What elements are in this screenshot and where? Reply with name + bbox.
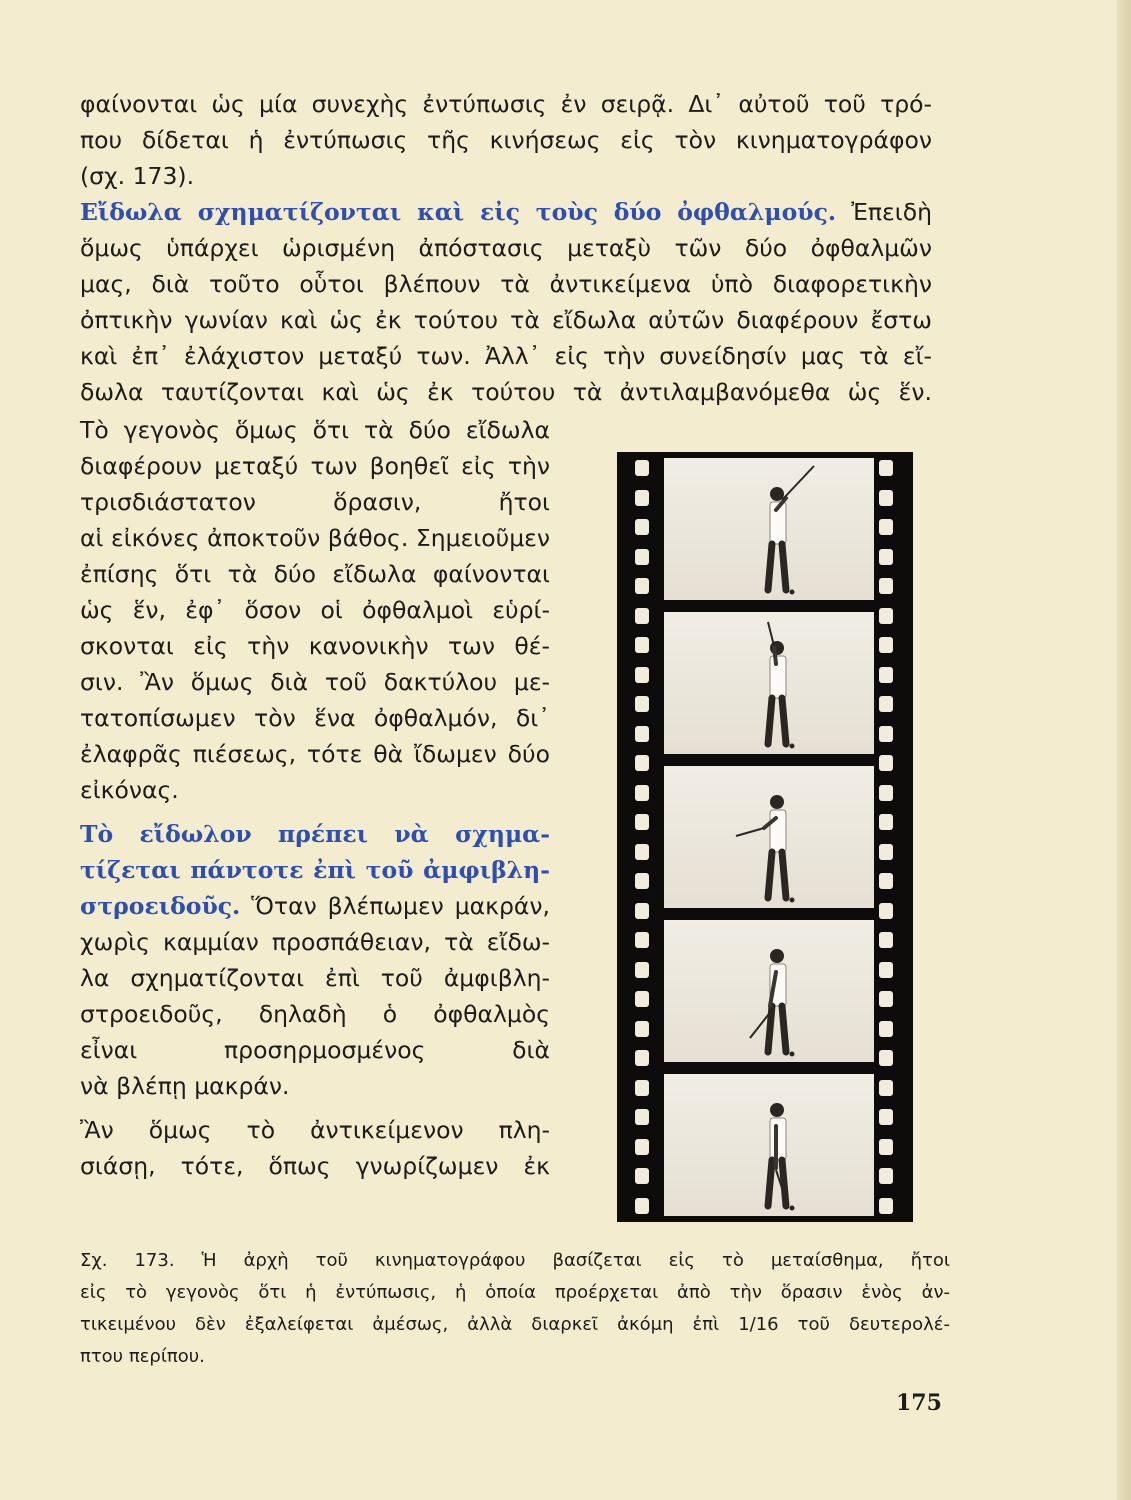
text-line: ὅμως ὑπάρχει ὡρισμένη ἀπόστασις μεταξὺ τῶν δύο ὀφθαλμῶν: [80, 234, 932, 262]
text-line: εἰκόνας.: [80, 776, 179, 804]
section-heading: στροειδοῦς.: [80, 892, 241, 920]
film-perforation: [635, 608, 649, 624]
film-perforation: [635, 991, 649, 1007]
film-perforation: [635, 637, 649, 653]
golfer-silhouette: [664, 920, 874, 1062]
film-perforation: [635, 667, 649, 683]
text-line: τατοπίσωμεν τὸν ἕνα ὀφθαλμόν, δι᾽: [80, 704, 550, 732]
film-strip-figure: [617, 452, 913, 1222]
film-frame: [664, 458, 874, 600]
text-line: καὶ ἐπ᾽ ἐλάχιστον μεταξύ των. Ἀλλ᾽ εἰς τὴν συνείδησίν μας τὰ εἴ-: [80, 342, 932, 370]
film-perforation: [635, 460, 649, 476]
paragraph-heading-line: [80, 194, 932, 230]
film-perforation: [635, 696, 649, 712]
golfer-silhouette: [664, 766, 874, 908]
text-span: Ἐπειδὴ: [836, 198, 932, 226]
film-perforation: [879, 1109, 893, 1125]
film-perforation: [879, 726, 893, 742]
text-line: ὀπτικὴν γωνίαν καὶ ὡς ἐκ τούτου τὰ εἴδωλα αὐτῶν διαφέρουν ἔστω: [80, 306, 932, 334]
text-span: Ὅταν βλέπωμεν μακράν,: [240, 892, 550, 920]
film-frame: [664, 612, 874, 754]
film-perforation: [635, 490, 649, 506]
film-perforation: [635, 873, 649, 889]
text-line: χωρὶς καμμίαν προσπάθειαν, τὰ εἴδω-: [80, 928, 550, 956]
text-line: νὰ βλέπῃ μακράν.: [80, 1072, 290, 1100]
film-perforation: [879, 1080, 893, 1096]
film-perforation: [635, 519, 649, 535]
film-perforation: [635, 755, 649, 771]
film-perforation: [879, 637, 893, 653]
film-perforation: [635, 1109, 649, 1125]
section-heading: Τὸ εἴδωλον πρέπει νὰ σχημα-: [80, 820, 550, 848]
film-perforation: [879, 755, 893, 771]
film-perforation: [635, 1080, 649, 1096]
film-perforation: [635, 549, 649, 565]
text-line: (σχ. 173).: [80, 162, 195, 190]
golfer-silhouette: [664, 1074, 874, 1216]
film-frame: [664, 920, 874, 1062]
film-perforation: [635, 726, 649, 742]
text-line: ἐπίσης ὅτι τὰ δύο εἴδωλα φαίνονται: [80, 560, 550, 588]
text-line: διαφέρουν μεταξύ των βοηθεῖ εἰς τὴν: [80, 452, 550, 480]
film-perforation: [879, 814, 893, 830]
film-perforation: [635, 844, 649, 860]
film-perforation: [879, 1021, 893, 1037]
film-perforation: [879, 1050, 893, 1066]
film-perforation: [879, 460, 893, 476]
text-line: στροειδοῦς, δηλαδὴ ὁ ὀφθαλμὸς: [80, 1000, 550, 1028]
text-line: σκονται εἰς τὴν κανονικὴν των θέ-: [80, 632, 550, 660]
film-perforation: [635, 1021, 649, 1037]
film-perforation: [635, 932, 649, 948]
text-line: σιν. Ἂν ὅμως διὰ τοῦ δακτύλου με-: [80, 668, 550, 696]
text-line: Τὸ γεγονὸς ὅμως ὅτι τὰ δύο εἴδωλα: [80, 416, 550, 444]
film-perforation: [879, 903, 893, 919]
film-frame: [664, 766, 874, 908]
text-line: δωλα ταυτίζονται καὶ ὡς ἐκ τούτου τὰ ἀντιλαμβανόμεθα ὡς ἕν.: [80, 378, 932, 406]
paragraph-heading-line: [80, 888, 550, 924]
film-perforation: [635, 962, 649, 978]
film-perforation: [879, 696, 893, 712]
text-line: σιάσῃ, τότε, ὅπως γνωρίζωμεν ἐκ: [80, 1152, 550, 1180]
section-heading: τίζεται πάντοτε ἐπὶ τοῦ ἀμφιβλη-: [80, 856, 550, 884]
text-line: τρισδιάστατον ὅρασιν, ἤτοι: [80, 488, 550, 516]
figure-caption-line: τικειμένου δὲν ἐξαλείφεται ἀμέσως, ἀλλὰ διαρκεῖ ἀκόμη ἐπὶ 1/16 τοῦ δευτερολέ-: [80, 1314, 950, 1335]
film-perforation: [879, 608, 893, 624]
text-line: Ἂν ὅμως τὸ ἀντικείμενον πλη-: [80, 1116, 550, 1144]
film-perforation: [879, 932, 893, 948]
film-perforation: [879, 1168, 893, 1184]
film-frame: [664, 1074, 874, 1216]
figure-caption-line: Σχ. 173. Ἡ ἀρχὴ τοῦ κινηματογράφου βασίζεται εἰς τὸ μεταίσθημα, ἤτοι: [80, 1250, 950, 1271]
film-perforation: [879, 991, 893, 1007]
film-perforation: [635, 903, 649, 919]
film-perforation: [879, 785, 893, 801]
page-edge: [1117, 0, 1131, 1500]
film-perforation: [879, 1139, 893, 1155]
film-perforation: [879, 1198, 893, 1214]
film-perforation: [635, 814, 649, 830]
film-perforation: [879, 962, 893, 978]
figure-caption-line: πτου περίπου.: [80, 1346, 205, 1367]
figure-caption-line: εἰς τὸ γεγονὸς ὅτι ἡ ἐντύπωσις, ἡ ὁποία προέρχεται ἀπὸ τὴν ὅρασιν ἑνὸς ἀν-: [80, 1282, 950, 1303]
golfer-silhouette: [664, 612, 874, 754]
film-perforation: [635, 1139, 649, 1155]
film-perforation: [635, 1168, 649, 1184]
golfer-silhouette: [664, 458, 874, 600]
film-perforation: [879, 519, 893, 535]
film-perforation: [879, 844, 893, 860]
text-line: μας, διὰ τοῦτο οὗτοι βλέπουν τὰ ἀντικείμενα ὑπὸ διαφορετικὴν: [80, 270, 932, 298]
film-perforation: [635, 785, 649, 801]
section-heading: Εἴδωλα σχηματίζονται καὶ εἰς τοὺς δύο ὀφθαλμούς.: [80, 198, 837, 226]
film-perforation: [879, 490, 893, 506]
text-line: αἱ εἰκόνες ἀποκτοῦν βάθος. Σημειοῦμεν: [80, 524, 550, 552]
film-perforation: [635, 1198, 649, 1214]
film-perforation: [879, 549, 893, 565]
film-perforation: [635, 578, 649, 594]
film-perforation: [635, 1050, 649, 1066]
film-perforation: [879, 578, 893, 594]
text-line: ὡς ἕν, ἐφ᾽ ὅσον οἱ ὀφθαλμοὶ εὑρί-: [80, 596, 550, 624]
page-number: 175: [896, 1390, 942, 1416]
text-line: εἶναι προσηρμοσμένος διὰ: [80, 1036, 550, 1064]
text-line: φαίνονται ὡς μία συνεχὴς ἐντύπωσις ἐν σειρᾷ. Δι᾽ αὐτοῦ τοῦ τρό-: [80, 90, 932, 118]
text-line: ἐλαφρᾶς πιέσεως, τότε θὰ ἴδωμεν δύο: [80, 740, 550, 768]
text-line: που δίδεται ἡ ἐντύπωσις τῆς κινήσεως εἰς τὸν κινηματογράφον: [80, 126, 932, 154]
film-perforation: [879, 667, 893, 683]
text-line: λα σχηματίζονται ἐπὶ τοῦ ἀμφιβλη-: [80, 964, 550, 992]
film-perforation: [879, 873, 893, 889]
